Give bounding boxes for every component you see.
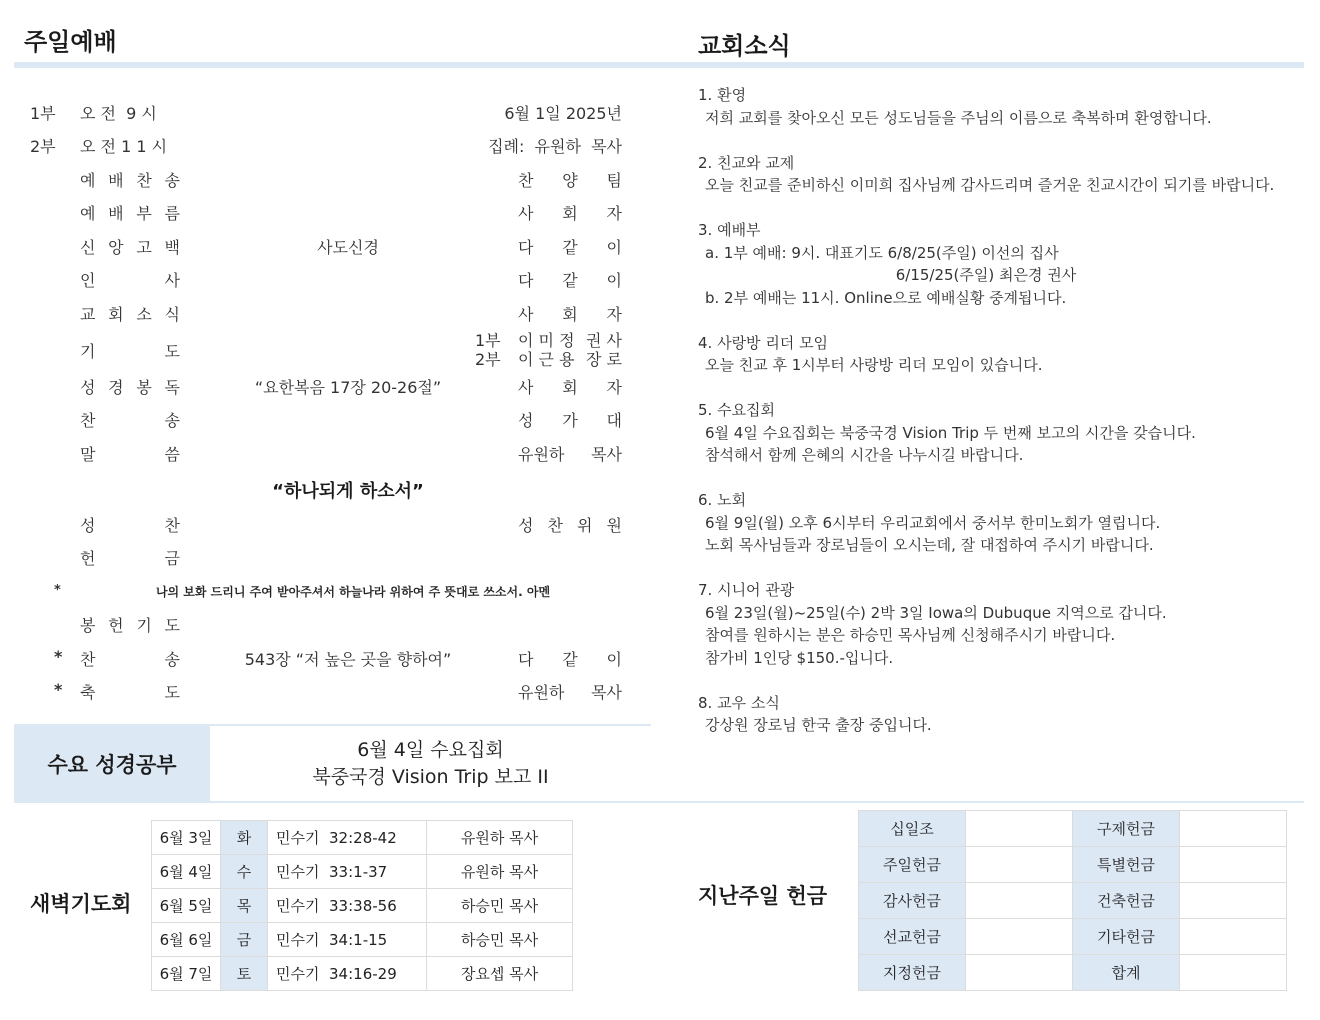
header-divider [14,62,1304,68]
offering-row [859,919,1287,955]
order-item-part: 기 [80,342,96,361]
news-body: 강상원 장로님 한국 출장 중입니다. [705,716,932,734]
dawn-leader: 유원하 목사 [427,821,573,855]
order-item-part: 백 [164,238,180,257]
order-item-part: 금 [164,549,180,568]
dawn-day: 화 [221,821,268,855]
order-item-part: 찬 [164,516,180,535]
dawn-scripture: 민수기 33:1-37 [268,855,427,889]
dawn-row [152,821,573,855]
order-leader [518,235,622,258]
order-item-part: 신 [80,238,96,257]
news-heading: 1. 환영 [698,86,747,104]
news-list [698,84,1288,759]
order-item-part: 송 [164,171,180,190]
dawn-row [152,889,573,923]
dawn-leader: 하승민 목사 [427,889,573,923]
wednesday-line2: 북중국경 Vision Trip 보고 II [312,766,549,788]
dawn-row [152,957,573,991]
order-leader-part: 회 [562,378,578,397]
dawn-date: 6월 7일 [152,957,221,991]
order-item [80,680,180,703]
order-item-part: 송 [164,411,180,430]
order-leader-part: 회 [562,305,578,324]
dawn-leader: 하승민 목사 [427,923,573,957]
order-item [80,375,180,398]
order-leader [518,680,622,703]
news-item [698,219,1288,309]
offering-amount [1180,811,1287,847]
dawn-label: 새벽기도회 [30,892,132,916]
news-item [698,84,1288,129]
offering-prayer: 나의 보화 드리니 주여 받아주셔서 하늘나라 위하여 주 뜻대로 쓰소서. 아멘 [155,585,551,599]
offering-amount [1180,847,1287,883]
order-leader-part: 유원하 [518,445,565,464]
order-leader-part: 성 [518,516,534,535]
order-item-part: 독 [164,378,180,397]
order-item [80,546,180,569]
order-detail: “요한복음 17장 20-26절” [254,378,442,397]
order-item-part: 말 [80,445,96,464]
news-item [698,579,1288,669]
offering-category: 구제헌금 [1073,811,1180,847]
order-leader [518,375,622,398]
prayer-leader-part: 권 사 [586,331,622,350]
order-leader-part: 목사 [591,683,622,702]
news-item [698,399,1288,467]
dawn-leader: 유원하 목사 [427,855,573,889]
order-item [80,339,180,362]
offering-label: 지난주일 헌금 [698,884,828,908]
news-body: a. 1부 예배: 9시. 대표기도 6/8/25(주일) 이선의 집사 6/15/25(주일) 최은경 권사 b. 2부 예배는 11시. Online으로 예배실황 중계됩니다. [705,243,1077,307]
offering-amount [966,847,1073,883]
offering-row [859,955,1287,991]
offering-category: 합계 [1073,955,1180,991]
order-item-part: 부 [136,204,152,223]
order-item-part: 성 [80,378,96,397]
news-body: 오늘 친교 후 1시부터 사랑방 리더 모임이 있습니다. [705,356,1043,374]
order-item-part: 찬 [80,650,96,669]
order-leader-part: 자 [606,204,622,223]
news-body: 6월 23일(월)~25일(수) 2박 3일 Iowa의 Dubuque 지역으로 갑니다. 참여를 원하시는 분은 하승민 목사님께 신청해주시기 바랍니다. 참가비 1인당 $150.-입니다. [705,603,1167,667]
dawn-scripture: 민수기 34:1-15 [268,923,427,957]
order-leader-part: 같 [562,271,578,290]
news-body: 6월 4일 수요집회는 북중국경 Vision Trip 두 번째 보고의 시간을 갖습니다. 참석해서 함께 은혜의 시간을 나누시길 바랍니다. [705,423,1196,464]
dawn-day: 목 [221,889,268,923]
offering-row [859,883,1287,919]
news-body: 6월 9일(월) 오후 6시부터 우리교회에서 중서부 한미노회가 열립니다. 노회 목사님들과 장로님들이 오시는데, 잘 대접하여 주시기 바랍니다. [705,513,1161,554]
wednesday-study [14,725,651,803]
wednesday-label: 수요 성경공부 [14,725,210,803]
order-item-part: 헌 [108,616,124,635]
order-leader-part: 같 [562,650,578,669]
dawn-leader: 장요셉 목사 [427,957,573,991]
order-item [80,168,180,191]
order-item-part: 도 [164,616,180,635]
order-leader-part: 회 [562,204,578,223]
service-label: 2부 [30,137,56,156]
order-item [80,201,180,224]
order-item-part: 름 [164,204,180,223]
standing-mark: * [54,647,63,666]
dawn-date: 6월 3일 [152,821,221,855]
prayer-leader-part: 이 근 용 [518,350,575,369]
wednesday-line1: 6월 4일 수요집회 [357,739,504,761]
dawn-scripture: 민수기 32:28-42 [268,821,427,855]
order-item-part: 소 [136,305,152,324]
news-heading: 4. 사랑방 리더 모임 [698,333,829,352]
order-item [80,408,180,431]
news-item [698,489,1288,557]
order-item-part: 경 [108,378,124,397]
offering-category: 주일헌금 [859,847,966,883]
offering-category: 건축헌금 [1073,883,1180,919]
order-detail: 사도신경 [317,238,379,257]
sermon-title: “하나되게 하소서” [272,481,424,502]
order-item [80,442,180,465]
news-item [698,332,1288,377]
news-body: 오늘 친교를 준비하신 이미희 집사님께 감사드리며 즐거운 친교시간이 되기를 바랍니다. [705,176,1275,194]
standing-mark: * [54,680,63,699]
prayer-part: 2부 [475,350,501,369]
order-leader [518,268,622,291]
order-leader [518,647,622,670]
order-leader-part: 위 [577,516,593,535]
order-item-part: 예 [80,171,96,190]
offering-amount [1180,883,1287,919]
offering-amount [966,811,1073,847]
dawn-date: 6월 4일 [152,855,221,889]
order-leader-part: 이 [606,650,622,669]
worship-date: 6월 1일 2025년 [504,104,622,123]
order-item-part: 사 [164,271,180,290]
order-leader [518,201,622,224]
service-time: 오 전 1 1 시 [80,137,168,156]
order-item-part: 앙 [108,238,124,257]
order-item-part: 봉 [136,378,152,397]
order-item [80,513,180,536]
order-item-part: 도 [164,342,180,361]
news-heading: 7. 시니어 관광 [698,581,795,599]
order-leader-part: 자 [606,305,622,324]
offering-row [859,811,1287,847]
order-item-part: 교 [80,305,96,324]
order-item-part: 성 [80,516,96,535]
offering-category: 특별헌금 [1073,847,1180,883]
divider [14,801,1304,803]
prayer-leader-part: 이 미 정 [518,331,575,350]
dawn-date: 6월 6일 [152,923,221,957]
order-leader-part: 이 [606,238,622,257]
order-detail: 543장 “저 높은 곳을 향하여” [244,650,452,669]
order-leader [518,302,622,325]
order-leader-part: 성 [518,411,534,430]
order-item-part: 예 [80,204,96,223]
order-item [80,613,180,636]
order-leader-part: 유원하 [518,683,565,702]
offering-row [859,847,1287,883]
order-item-part: 인 [80,271,96,290]
worship-title: 주일예배 [24,28,117,56]
news-item [698,152,1288,197]
news-heading: 3. 예배부 [698,221,761,239]
offering-amount [966,955,1073,991]
order-leader-part: 자 [606,378,622,397]
offering-category: 선교헌금 [859,919,966,955]
order-item-part: 회 [108,305,124,324]
news-heading: 8. 교우 소식 [698,693,780,712]
order-leader-part: 다 [518,238,534,257]
news-body: 저희 교회를 찾아오신 모든 성도님들을 주님의 이름으로 축복하며 환영합니다. [705,108,1212,127]
order-leader-part: 사 [518,204,534,223]
dawn-day: 금 [221,923,268,957]
dawn-date: 6월 5일 [152,889,221,923]
offering-category: 감사헌금 [859,883,966,919]
order-leader-part: 다 [518,271,534,290]
order-leader-part: 찬 [547,516,563,535]
offering-category: 기타헌금 [1073,919,1180,955]
dawn-day: 수 [221,855,268,889]
offering-amount [966,883,1073,919]
offering-table [858,810,1287,991]
order-item [80,302,180,325]
dawn-scripture: 민수기 34:16-29 [268,957,427,991]
order-item-part: 도 [164,683,180,702]
order-leader-part: 사 [518,305,534,324]
prayer-part: 1부 [475,331,501,350]
order-leader-part: 같 [562,238,578,257]
order-item-part: 봉 [80,616,96,635]
service-time: 오 전 9 시 [80,104,157,123]
offering-category: 지정헌금 [859,955,966,991]
order-item-part: 고 [136,238,152,257]
order-leader-part: 사 [518,378,534,397]
offering-amount [1180,919,1287,955]
order-item-part: 송 [164,650,180,669]
standing-mark: * [54,583,61,598]
order-leader-part: 가 [562,411,578,430]
order-item-part: 찬 [136,171,152,190]
order-item-part: 축 [80,683,96,702]
order-leader-part: 이 [606,271,622,290]
officiant: 집례: 유원하 목사 [488,137,622,156]
order-leader [518,513,622,536]
news-heading: 6. 노회 [698,491,747,509]
order-item [80,268,180,291]
dawn-table [151,820,573,991]
order-leader [518,442,622,465]
order-leader-part: 찬 [518,171,534,190]
order-item-part: 찬 [80,411,96,430]
dawn-row [152,855,573,889]
offering-amount [966,919,1073,955]
order-leader [518,408,622,431]
order-leader-part: 팀 [606,171,622,190]
order-item-part: 배 [108,171,124,190]
offering-category: 십일조 [859,811,966,847]
order-leader-part: 다 [518,650,534,669]
dawn-scripture: 민수기 33:38-56 [268,889,427,923]
dawn-row [152,923,573,957]
prayer-leader-part: 장 로 [586,350,622,369]
service-label: 1부 [30,104,56,123]
order-leader-part: 대 [606,411,622,430]
order-item-part: 식 [164,305,180,324]
prayer-leader [518,347,622,370]
order-item-part: 기 [136,616,152,635]
order-item-part: 헌 [80,549,96,568]
news-heading: 2. 친교와 교제 [698,153,795,172]
order-leader-part: 양 [562,171,578,190]
wednesday-detail [210,725,651,803]
news-heading: 5. 수요집회 [698,401,776,419]
order-leader-part: 원 [606,516,622,535]
offering-amount [1180,955,1287,991]
news-title: 교회소식 [698,32,791,60]
dawn-day: 토 [221,957,268,991]
order-item [80,235,180,258]
order-item-part: 씀 [164,445,180,464]
order-leader [518,168,622,191]
news-item [698,692,1288,737]
order-item-part: 배 [108,204,124,223]
order-leader-part: 목사 [591,445,622,464]
order-item [80,647,180,670]
